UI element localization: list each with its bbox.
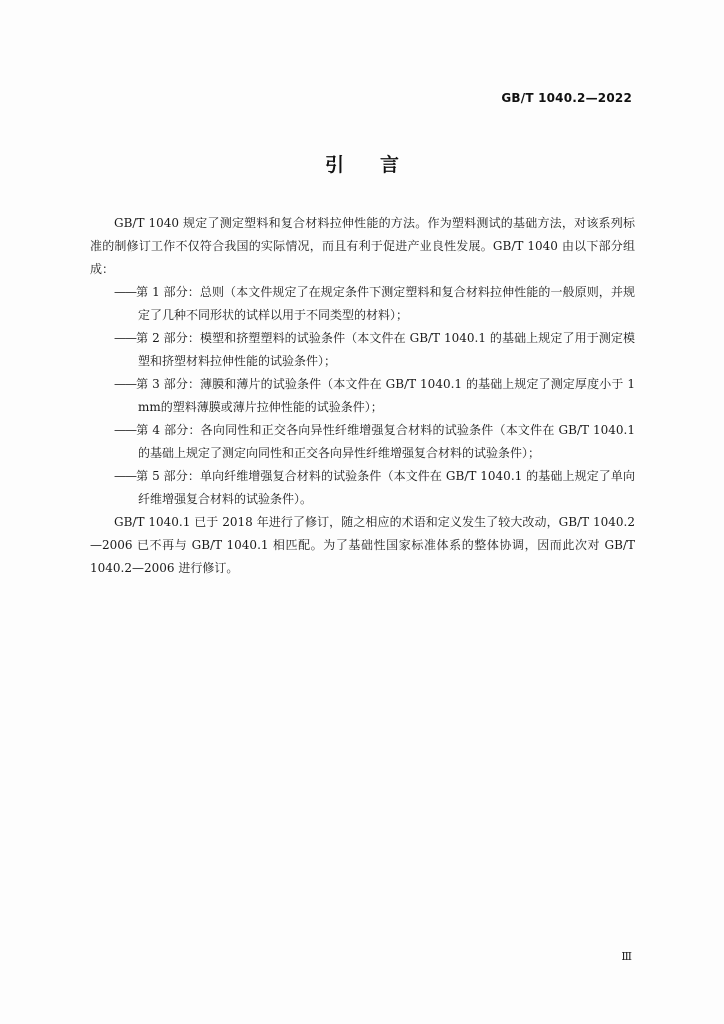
list-item bbox=[90, 465, 635, 511]
list-item-text: 第 4 部分：各向同性和正交各向异性纤维增强复合材料的试验条件（本文件在 GB/T 1040.1 的基础上规定了测定向同性和正交各向异性纤维增强复合材料的试验条件）； bbox=[136, 423, 635, 460]
list-item bbox=[90, 281, 635, 327]
list-dash: —— bbox=[114, 423, 136, 437]
list-item-text: 第 3 部分：薄膜和薄片的试验条件（本文件在 GB/T 1040.1 的基础上规定了测定厚度小于 1 mm的塑料薄膜或薄片拉伸性能的试验条件）； bbox=[136, 377, 635, 414]
list-item-text: 第 5 部分：单向纤维增强复合材料的试验条件（本文件在 GB/T 1040.1 的基础上规定了单向纤维增强复合材料的试验条件）。 bbox=[136, 469, 635, 506]
list-item bbox=[90, 327, 635, 373]
list-dash: —— bbox=[114, 469, 136, 483]
page-title: 引言 bbox=[324, 154, 435, 176]
closing-paragraph: GB/T 1040.1 已于 2018 年进行了修订，随之相应的术语和定义发生了较大改动，GB/T 1040.2—2006 已不再与 GB/T 1040.1 相匹配。为了基础性国家标准体系的整体协调，因而此次对 GB/T 1040.2—2006 进行修订。 bbox=[90, 515, 635, 575]
list-dash: —— bbox=[114, 285, 136, 299]
list-dash: —— bbox=[114, 331, 136, 345]
list-item-text: 第 1 部分：总则（本文件规定了在规定条件下测定塑料和复合材料拉伸性能的一般原则，并规定了几种不同形状的试样以用于不同类型的材料）； bbox=[136, 285, 635, 322]
document-code: GB/T 1040.2—2022 bbox=[501, 91, 632, 105]
list-dash: —— bbox=[114, 377, 136, 391]
list-item bbox=[90, 373, 635, 419]
page-number: Ⅲ bbox=[621, 950, 632, 963]
intro-paragraph: GB/T 1040 规定了测定塑料和复合材料拉伸性能的方法。作为塑料测试的基础方法，对该系列标准的制修订工作不仅符合我国的实际情况，而且有利于促进产业良性发展。GB/T 1040 由以下部分组成： bbox=[90, 216, 635, 276]
document-body bbox=[90, 212, 635, 580]
list-item-text: 第 2 部分：模塑和挤塑塑料的试验条件（本文件在 GB/T 1040.1 的基础上规定了用于测定模塑和挤塑材料拉伸性能的试验条件）； bbox=[136, 331, 635, 368]
list-item bbox=[90, 419, 635, 465]
